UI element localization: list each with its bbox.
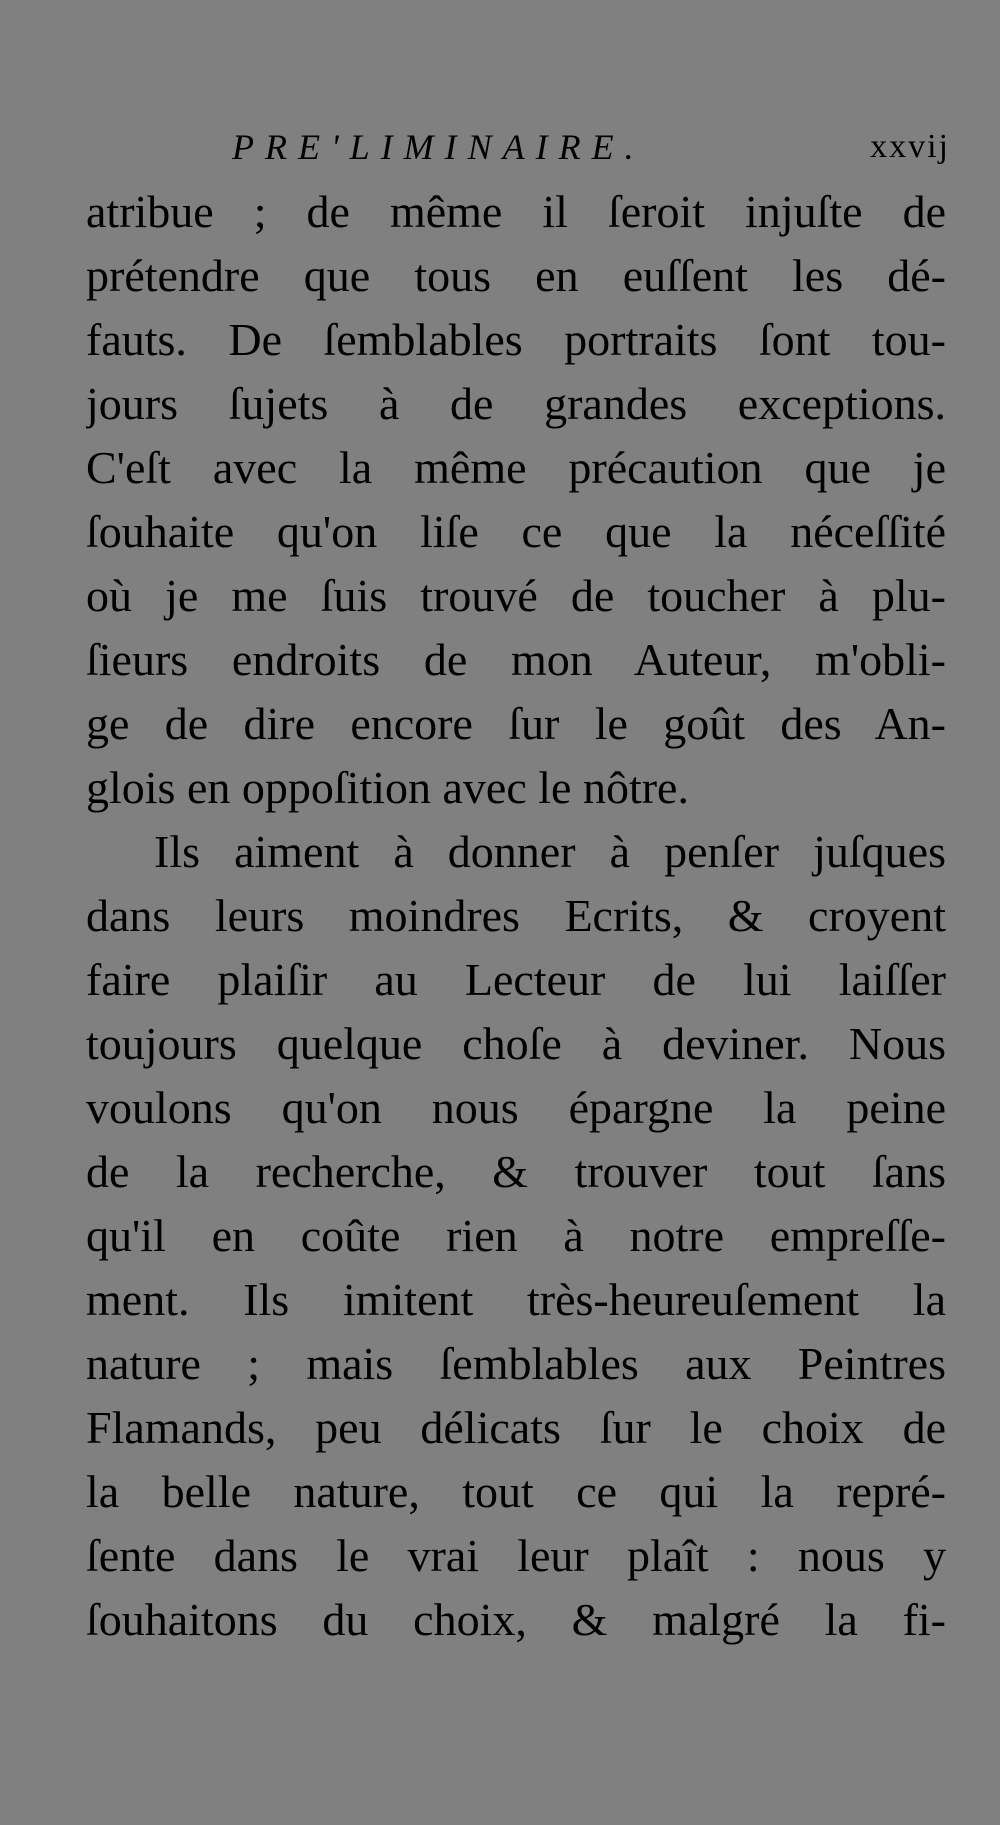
text-line: ſouhaite qu'on liſe ce que la néceſſité (86, 506, 946, 557)
text-line: voulons qu'on nous épargne la peine (86, 1082, 946, 1133)
page-number: xxvij (870, 128, 950, 165)
paragraph-1 (86, 180, 946, 820)
text-line: où je me ſuis trouvé de toucher à plu- (86, 570, 946, 621)
running-head-title: PRE'LIMINAIRE. (232, 127, 645, 167)
text-line: ſente dans le vrai leur plaît : nous y (86, 1530, 946, 1581)
text-line: atribue ; de même il ſeroit injuſte de (86, 186, 946, 237)
text-line: C'eſt avec la même précaution que je (86, 442, 946, 493)
text-line: qu'il en coûte rien à notre empreſſe- (86, 1210, 946, 1261)
text-line: nature ; mais ſemblables aux Peintres (86, 1338, 946, 1389)
text-line: Flamands, peu délicats ſur le choix de (86, 1402, 946, 1453)
text-line: ment. Ils imitent très-heureuſement la (86, 1274, 946, 1325)
text-line: dans leurs moindres Ecrits, & croyent (86, 890, 946, 941)
text-line: prétendre que tous en euſſent les dé- (86, 250, 946, 301)
text-line: jours ſujets à de grandes exceptions. (86, 378, 946, 429)
text-line: Ils aiment à donner à penſer juſques (154, 826, 946, 877)
text-line: ſouhaitons du choix, & malgré la fi- (86, 1594, 946, 1645)
text-line: faire plaiſir au Lecteur de lui laiſſer (86, 954, 946, 1005)
text-line: glois en oppoſition avec le nôtre. (86, 762, 689, 813)
text-line: la belle nature, tout ce qui la repré- (86, 1466, 946, 1517)
body-text (86, 180, 946, 1652)
text-line: fauts. De ſemblables portraits ſont tou- (86, 314, 946, 365)
paragraph-2 (86, 820, 946, 1652)
text-line: ge de dire encore ſur le goût des An- (86, 698, 946, 749)
running-head (90, 122, 950, 172)
text-line: ſieurs endroits de mon Auteur, m'obli- (86, 634, 946, 685)
text-line: toujours quelque choſe à deviner. Nous (86, 1018, 946, 1069)
text-line: de la recherche, & trouver tout ſans (86, 1146, 946, 1197)
